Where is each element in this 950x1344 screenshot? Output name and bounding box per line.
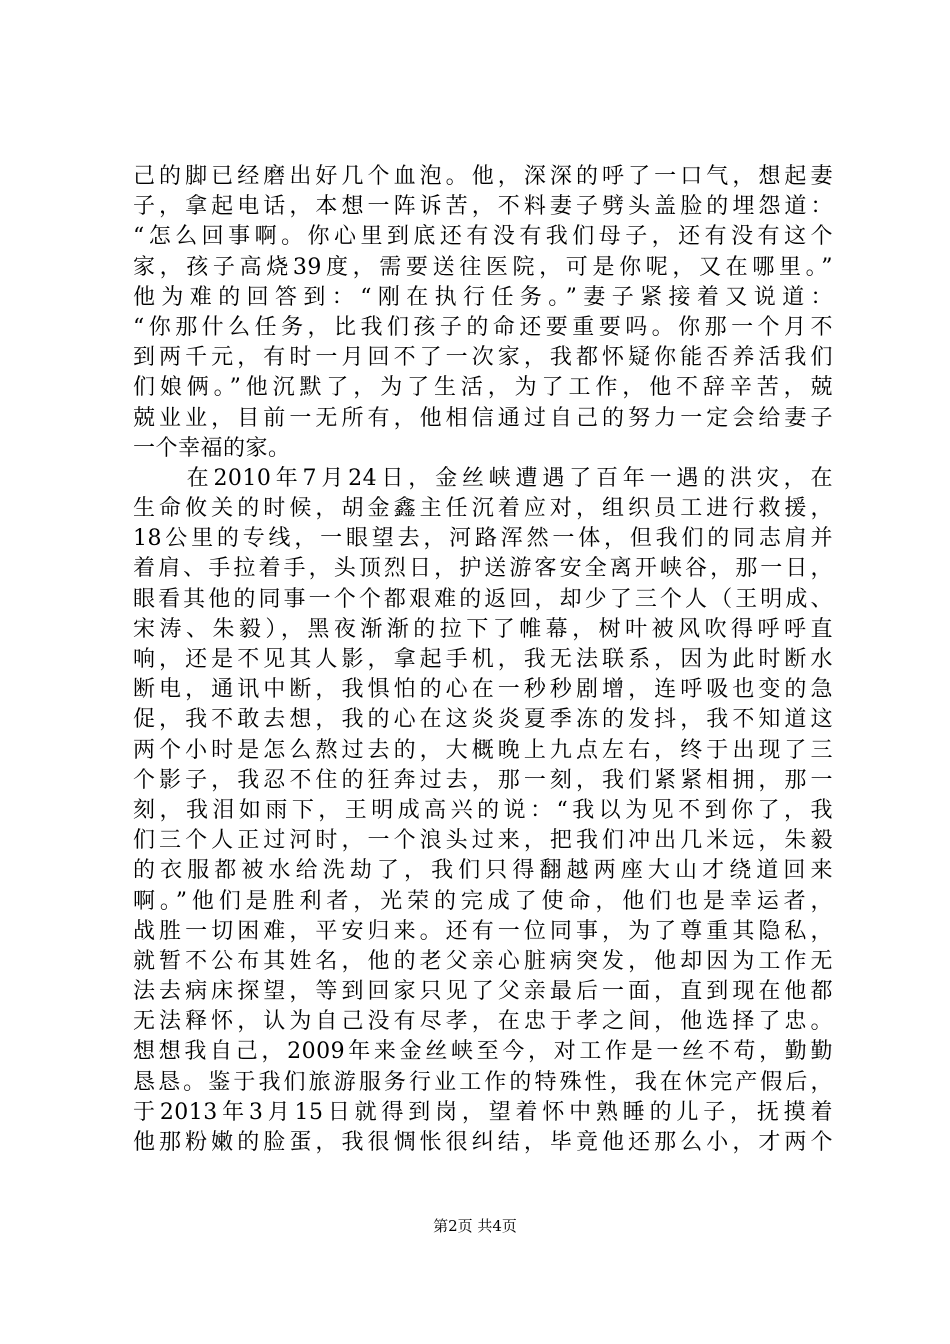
text-line: 响，还是不见其人影，拿起手机，我无法联系，因为此时断水 xyxy=(133,647,833,672)
text-line: 宋涛、朱毅），黑夜渐渐的拉下了帷幕，树叶被风吹得呼呼直 xyxy=(133,616,833,642)
text-line: 着肩、手拉着手，头顶烈日，护送游客安全离开峡谷，那一日， xyxy=(133,556,833,582)
text-line: 于2013年3月15日就得到岗，望着怀中熟睡的儿子，抚摸着 xyxy=(133,1099,833,1125)
body-text xyxy=(133,162,833,1158)
text-line: 的衣服都被水给洗劫了，我们只得翻越两座大山才绕道回来 xyxy=(133,858,833,884)
text-line: 一个幸福的家。 xyxy=(133,435,291,461)
text-line: 两个小时是怎么熬过去的，大概晚上九点左右，终于出现了三 xyxy=(133,737,833,763)
text-line: 促，我不敢去想，我的心在这炎炎夏季冻的发抖，我不知道这 xyxy=(133,707,833,733)
text-line: 他那粉嫩的脸蛋，我很惆怅很纠结，毕竟他还那么小，才两个 xyxy=(133,1130,833,1155)
text-line: “你那什么任务，比我们孩子的命还要重要吗。你那一个月不 xyxy=(133,314,833,340)
text-line: 眼看其他的同事一个个都艰难的返回，却少了三个人（王明成、 xyxy=(133,586,833,612)
text-line: 18公里的专线，一眼望去，河路浑然一体，但我们的同志肩并 xyxy=(133,526,833,552)
text-line: 生命攸关的时候，胡金鑫主任沉着应对，组织员工进行救援， xyxy=(133,496,833,522)
text-line: 法去病床探望，等到回家只见了父亲最后一面，直到现在他都 xyxy=(133,979,833,1005)
text-line: 个影子，我忍不住的狂奔过去，那一刻，我们紧紧相拥，那一 xyxy=(133,767,833,793)
text-line: 想想我自己，2009年来金丝峡至今，对工作是一丝不苟，勤勤 xyxy=(133,1039,833,1065)
text-line: 在2010年7月24日，金丝峡遭遇了百年一遇的洪灾，在 xyxy=(133,465,833,491)
text-line: 战胜一切困难，平安归来。还有一位同事，为了尊重其隐私， xyxy=(133,918,833,944)
text-line: 无法释怀，认为自己没有尽孝，在忠于孝之间，他选择了忠。 xyxy=(133,1009,833,1035)
text-line: 刻，我泪如雨下，王明成高兴的说：“我以为见不到你了，我 xyxy=(133,797,833,823)
text-line: 家，孩子高烧39度，需要送往医院，可是你呢，又在哪里。” xyxy=(133,254,833,280)
text-line: 们三个人正过河时，一个浪头过来，把我们冲出几米远，朱毅 xyxy=(133,828,833,854)
page-footer: 第2页 共4页 xyxy=(433,1217,517,1235)
text-line: 就暂不公布其姓名，他的老父亲心脏病突发，他却因为工作无 xyxy=(133,948,833,974)
text-line: 兢业业，目前一无所有，他相信通过自己的努力一定会给妻子 xyxy=(133,405,833,431)
text-line: 到两千元，有时一月回不了一次家，我都怀疑你能否养活我们 xyxy=(133,345,833,371)
text-line: 啊。”他们是胜利者，光荣的完成了使命，他们也是幸运者， xyxy=(133,888,833,914)
text-line: 己的脚已经磨出好几个血泡。他，深深的呼了一口气，想起妻 xyxy=(133,164,833,189)
text-line: 他为难的回答到：“刚在执行任务。”妻子紧接着又说道： xyxy=(133,284,833,310)
text-line: “怎么回事啊。你心里到底还有没有我们母子，还有没有这个 xyxy=(133,224,833,250)
text-line: 恳恳。鉴于我们旅游服务行业工作的特殊性，我在休完产假后， xyxy=(133,1069,833,1095)
text-line: 们娘俩。”他沉默了，为了生活，为了工作，他不辞辛苦，兢 xyxy=(133,375,833,401)
text-line: 断电，通讯中断，我惧怕的心在一秒秒剧增，连呼吸也变的急 xyxy=(133,677,833,703)
text-line: 子，拿起电话，本想一阵诉苦，不料妻子劈头盖脸的埋怨道： xyxy=(133,194,833,220)
